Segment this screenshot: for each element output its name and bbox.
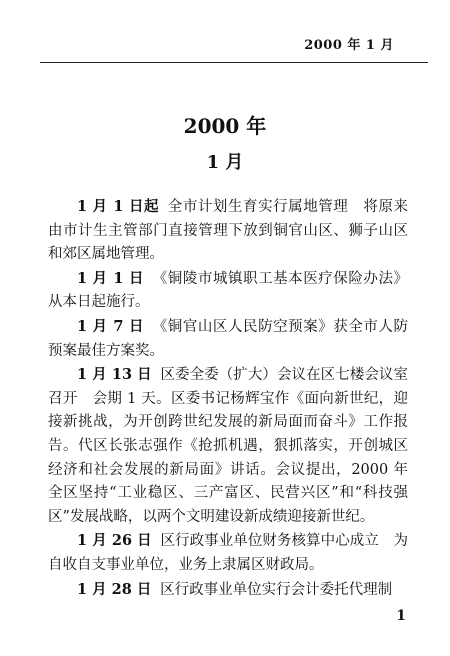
page-number: 1	[396, 608, 406, 624]
entry-5	[48, 529, 408, 577]
entry-text: 区委全委（扩大）会议在区七楼会议室召开 会期 1 天。区委书记杨辉宝作《面向新世纪，迎接新挑战，为开创跨世纪发展的新局面而奋斗》工作报告。代区长张志强作《抢抓机遇，狠抓落实，开创城区经济和社会发展的新局面》讲话。会议提出，2000 年全区坚持“工业稳区、三产富区、民营兴区”和“科技强区”发展战略，以两个文明建设新成绩迎接新世纪。	[48, 367, 408, 525]
entry-date: 1 月 7 日	[77, 317, 145, 335]
year-title: 2000 年	[183, 114, 267, 138]
entry-date: 1 月 1 日起	[77, 198, 160, 215]
entry-text: 《铜官山区人民防空预案》获全市人防预案最佳方案奖。	[48, 318, 408, 359]
entry-2	[48, 267, 408, 315]
entry-date: 1 月 28 日	[77, 580, 152, 598]
entry-1	[48, 195, 408, 267]
entry-text: 区行政事业单位实行会计委托代理制	[160, 581, 393, 598]
entry-3	[48, 315, 408, 363]
entry-text: 区行政事业单位财务核算中心成立 为自收自支事业单位，业务上隶属区财政局。	[48, 533, 408, 573]
header-rule	[40, 62, 428, 63]
entry-text: 全市计划生育实行属地管理 将原来由市计生主管部门直接管理下放到铜官山区、狮子山区和郊区属地管理。	[48, 199, 408, 263]
entry-text: 《铜陵市城镇职工基本医疗保险办法》从本日起施行。	[48, 270, 408, 311]
entry-date: 1 月 26 日	[77, 532, 152, 550]
running-header: 2000 年 1 月	[304, 38, 394, 53]
entry-4	[48, 363, 408, 529]
chronicle-body	[48, 195, 408, 602]
entry-6	[48, 578, 408, 603]
entry-date: 1 月 13 日	[77, 366, 152, 384]
entry-date: 1 月 1 日	[77, 269, 145, 287]
month-title: 1 月	[206, 152, 244, 173]
